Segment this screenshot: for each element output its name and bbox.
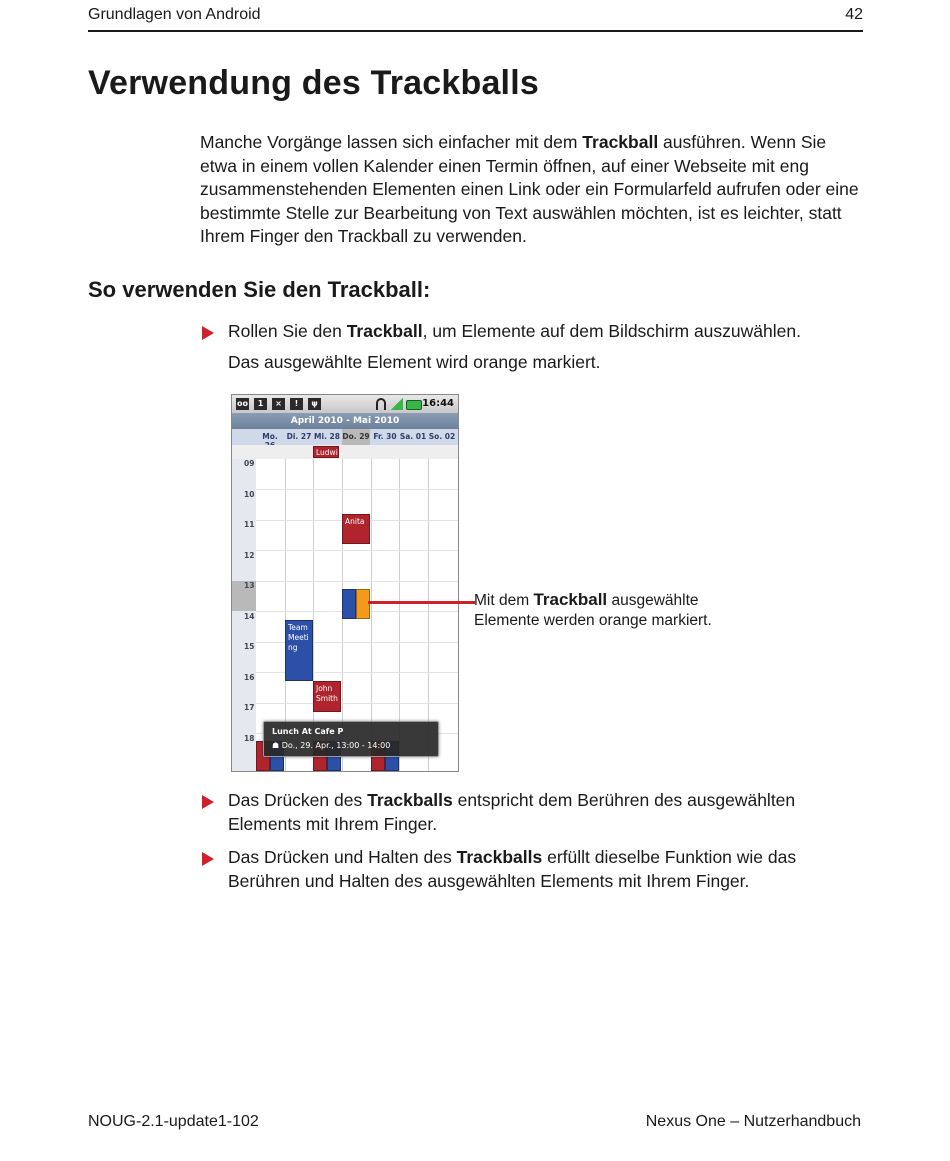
hour-column [232,459,256,771]
intro-text-2: ausführen. Wenn Sie etwa in einem vollen Kalender einen Termin öffnen, auf einer Webseite mit eng zusammenstehenden Elementen einen Link oder ein Formularfeld aufrufen oder eine bestimmte Stelle zur Bearbeitung von Text auswählen möchten, ist es leichter, statt Ihrem Finger den Trackball zu verwenden. [200,132,859,246]
hour-label: 18 [244,734,255,743]
bullet-arrow-icon [202,852,214,866]
hour-label: 15 [244,642,255,651]
footer-doc-id: NOUG-2.1-update1-102 [88,1113,259,1130]
hour-label: 11 [244,520,255,529]
bullet-3-text-end: erfüllt dieselbe Funktion wie das Berühren und Halten des ausgewählten Elements mit Ihrem Finger. [228,847,797,891]
day-label-selected[interactable]: Do. 29 [342,429,370,445]
all-day-row [232,445,458,459]
day-label[interactable]: Mi. 28 [314,432,340,441]
voicemail-icon: oo [237,399,248,408]
bullet-item-1 [200,320,840,344]
section-subheading: So verwenden Sie den Trackball: [88,277,431,302]
missed-call-icon: × [272,398,285,410]
bullet-item-2 [200,789,840,836]
bullet-item-3 [200,846,840,893]
event-anita[interactable]: Anita [342,514,370,544]
bullet-1-note: Das ausgewählte Element wird orange markiert. [228,352,601,372]
month-range-bar: April 2010 - Mai 2010 [232,413,458,429]
event-blue-block[interactable] [342,589,356,619]
event-selected-orange[interactable] [356,589,370,619]
popup-time-text: Do., 29. Apr., 13:00 - 14:00 [281,741,391,750]
event-john-smith[interactable]: John Smith [313,681,341,712]
hour-label: 16 [244,673,255,682]
footer-doc-title: Nexus One – Nutzerhandbuch [645,1113,861,1130]
bullet-arrow-icon [202,326,214,340]
bullet-2-text-end: entspricht dem Berühren des ausgewählten Elements mit Ihrem Finger. [228,790,796,834]
popup-title: Lunch At Cafe P [272,727,344,736]
signal-icon [391,398,403,410]
bullet-3-text: Das Drücken und Halten des [228,847,457,867]
callout-text: Mit dem [474,592,534,609]
hour-label: 14 [244,612,255,621]
calendar-screenshot [231,394,459,772]
day-label[interactable]: Fr. 30 [373,432,397,441]
status-clock: 16:44 [422,398,454,409]
bullet-2-text: Das Drücken des [228,790,368,810]
event-popup[interactable] [263,721,439,757]
event-ludwi[interactable]: Ludwi [313,446,339,458]
page-title: Verwendung des Trackballs [88,64,539,102]
callout-text-end: ausgewählte Elemente werden orange markiert. [474,592,712,629]
header-page-number: 42 [845,6,863,23]
battery-icon [406,400,422,410]
callout-bold: Trackball [533,590,608,609]
callout-line [368,601,475,604]
day-label[interactable]: Sa. 01 [399,432,427,441]
popup-time: ☗ Do., 29. Apr., 13:00 - 14:00 [272,741,391,750]
bullet-1-bold: Trackball [346,321,423,341]
day-label[interactable]: Mo. [262,432,278,441]
bullet-3-bold: Trackballs [456,847,543,867]
usb-icon: ψ [308,398,321,410]
hour-label: 09 [244,459,255,468]
event-team-meeting[interactable]: Team Meeti ng [285,620,313,681]
intro-bold-trackball: Trackball [582,132,659,152]
day-header-row [232,429,458,446]
bullet-1-text-end: , um Elemente auf dem Bildschirm auszuwählen. [422,321,801,341]
callout-label [474,590,734,631]
hour-label: 17 [244,703,255,712]
day-label[interactable]: Di. 27 [286,432,312,441]
page-header [88,4,863,32]
hour-label-selected: 13 [232,581,256,611]
intro-text-1: Manche Vorgänge lassen sich einfacher mit dem [200,132,583,152]
hour-label: 10 [244,490,255,499]
wifi-icon [376,398,386,410]
bullet-arrow-icon [202,795,214,809]
bullet-2-bold: Trackballs [367,790,453,810]
hour-label: 12 [244,551,255,560]
day-label[interactable]: So. 02 [428,432,456,441]
warning-icon: ! [290,398,303,410]
header-section-title: Grundlagen von Android [88,6,261,23]
status-bar [232,395,458,413]
intro-paragraph [200,131,865,249]
calendar-notification-icon: 1 [254,398,267,410]
bullet-1-text: Rollen Sie den [228,321,347,341]
